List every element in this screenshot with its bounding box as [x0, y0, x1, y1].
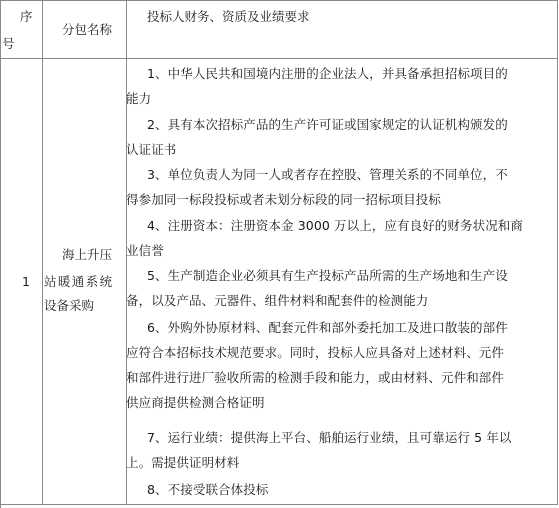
header-requirements: 投标人财务、资质及业绩要求	[147, 9, 310, 24]
requirement-line: 上。需提供证明材料	[126, 455, 240, 470]
requirement-line: 8、不接受联合体投标	[147, 482, 269, 497]
package-name-line: 设备采购	[44, 298, 95, 313]
requirement-line: 业信誉	[126, 243, 164, 258]
table-border-bottom	[0, 504, 558, 505]
header-seq-top: 序	[20, 9, 33, 24]
requirement-line: 7、运行业绩：提供海上平台、船舶运行业绩，且可靠运行 5 年以	[147, 430, 512, 445]
header-package-name: 分包名称	[62, 22, 113, 37]
requirement-line: 认证证书	[126, 142, 177, 157]
table-border-right	[557, 0, 558, 505]
table-border-left	[0, 0, 1, 508]
requirement-line: 1、中华人民共和国境内注册的企业法人，并具备承担招标项目的	[147, 66, 508, 81]
package-name-line: 海上升压	[62, 247, 113, 262]
requirement-line: 得参加同一标段投标或者未划分标段的同一招标项目投标	[126, 192, 442, 207]
header-divider	[0, 58, 558, 59]
header-seq-bottom: 号	[2, 36, 15, 51]
requirement-line: 3、单位负责人为同一人或者存在控股、管理关系的不同单位，不	[147, 167, 508, 182]
requirement-line: 5、生产制造企业必须具有生产投标产品所需的生产场地和生产设	[147, 268, 508, 283]
package-name-line: 站暖通系统	[44, 274, 114, 289]
requirement-line: 6、外购外协原材料、配套元件和部外委托加工及进口散装的部件	[147, 320, 508, 335]
table-border-top	[0, 0, 558, 1]
row-seq-number: 1	[22, 274, 30, 289]
requirement-line: 能力	[126, 91, 152, 106]
column-divider-seq	[42, 0, 43, 505]
requirement-line: 应符合本招标技术规范要求。同时，投标人应具备对上述材料、元件	[126, 345, 505, 360]
requirement-line: 备，以及产品、元器件、组件材料和配套件的检测能力	[126, 293, 429, 308]
requirement-line: 和部件进行进厂验收所需的检测手段和能力，或由材料、元件和部件	[126, 370, 505, 385]
requirement-line: 供应商提供检测合格证明	[126, 395, 265, 410]
requirement-line: 4、注册资本：注册资本金 3000 万以上，应有良好的财务状况和商	[147, 218, 524, 233]
requirement-line: 2、具有本次招标产品的生产许可证或国家规定的认证机构颁发的	[147, 117, 508, 132]
